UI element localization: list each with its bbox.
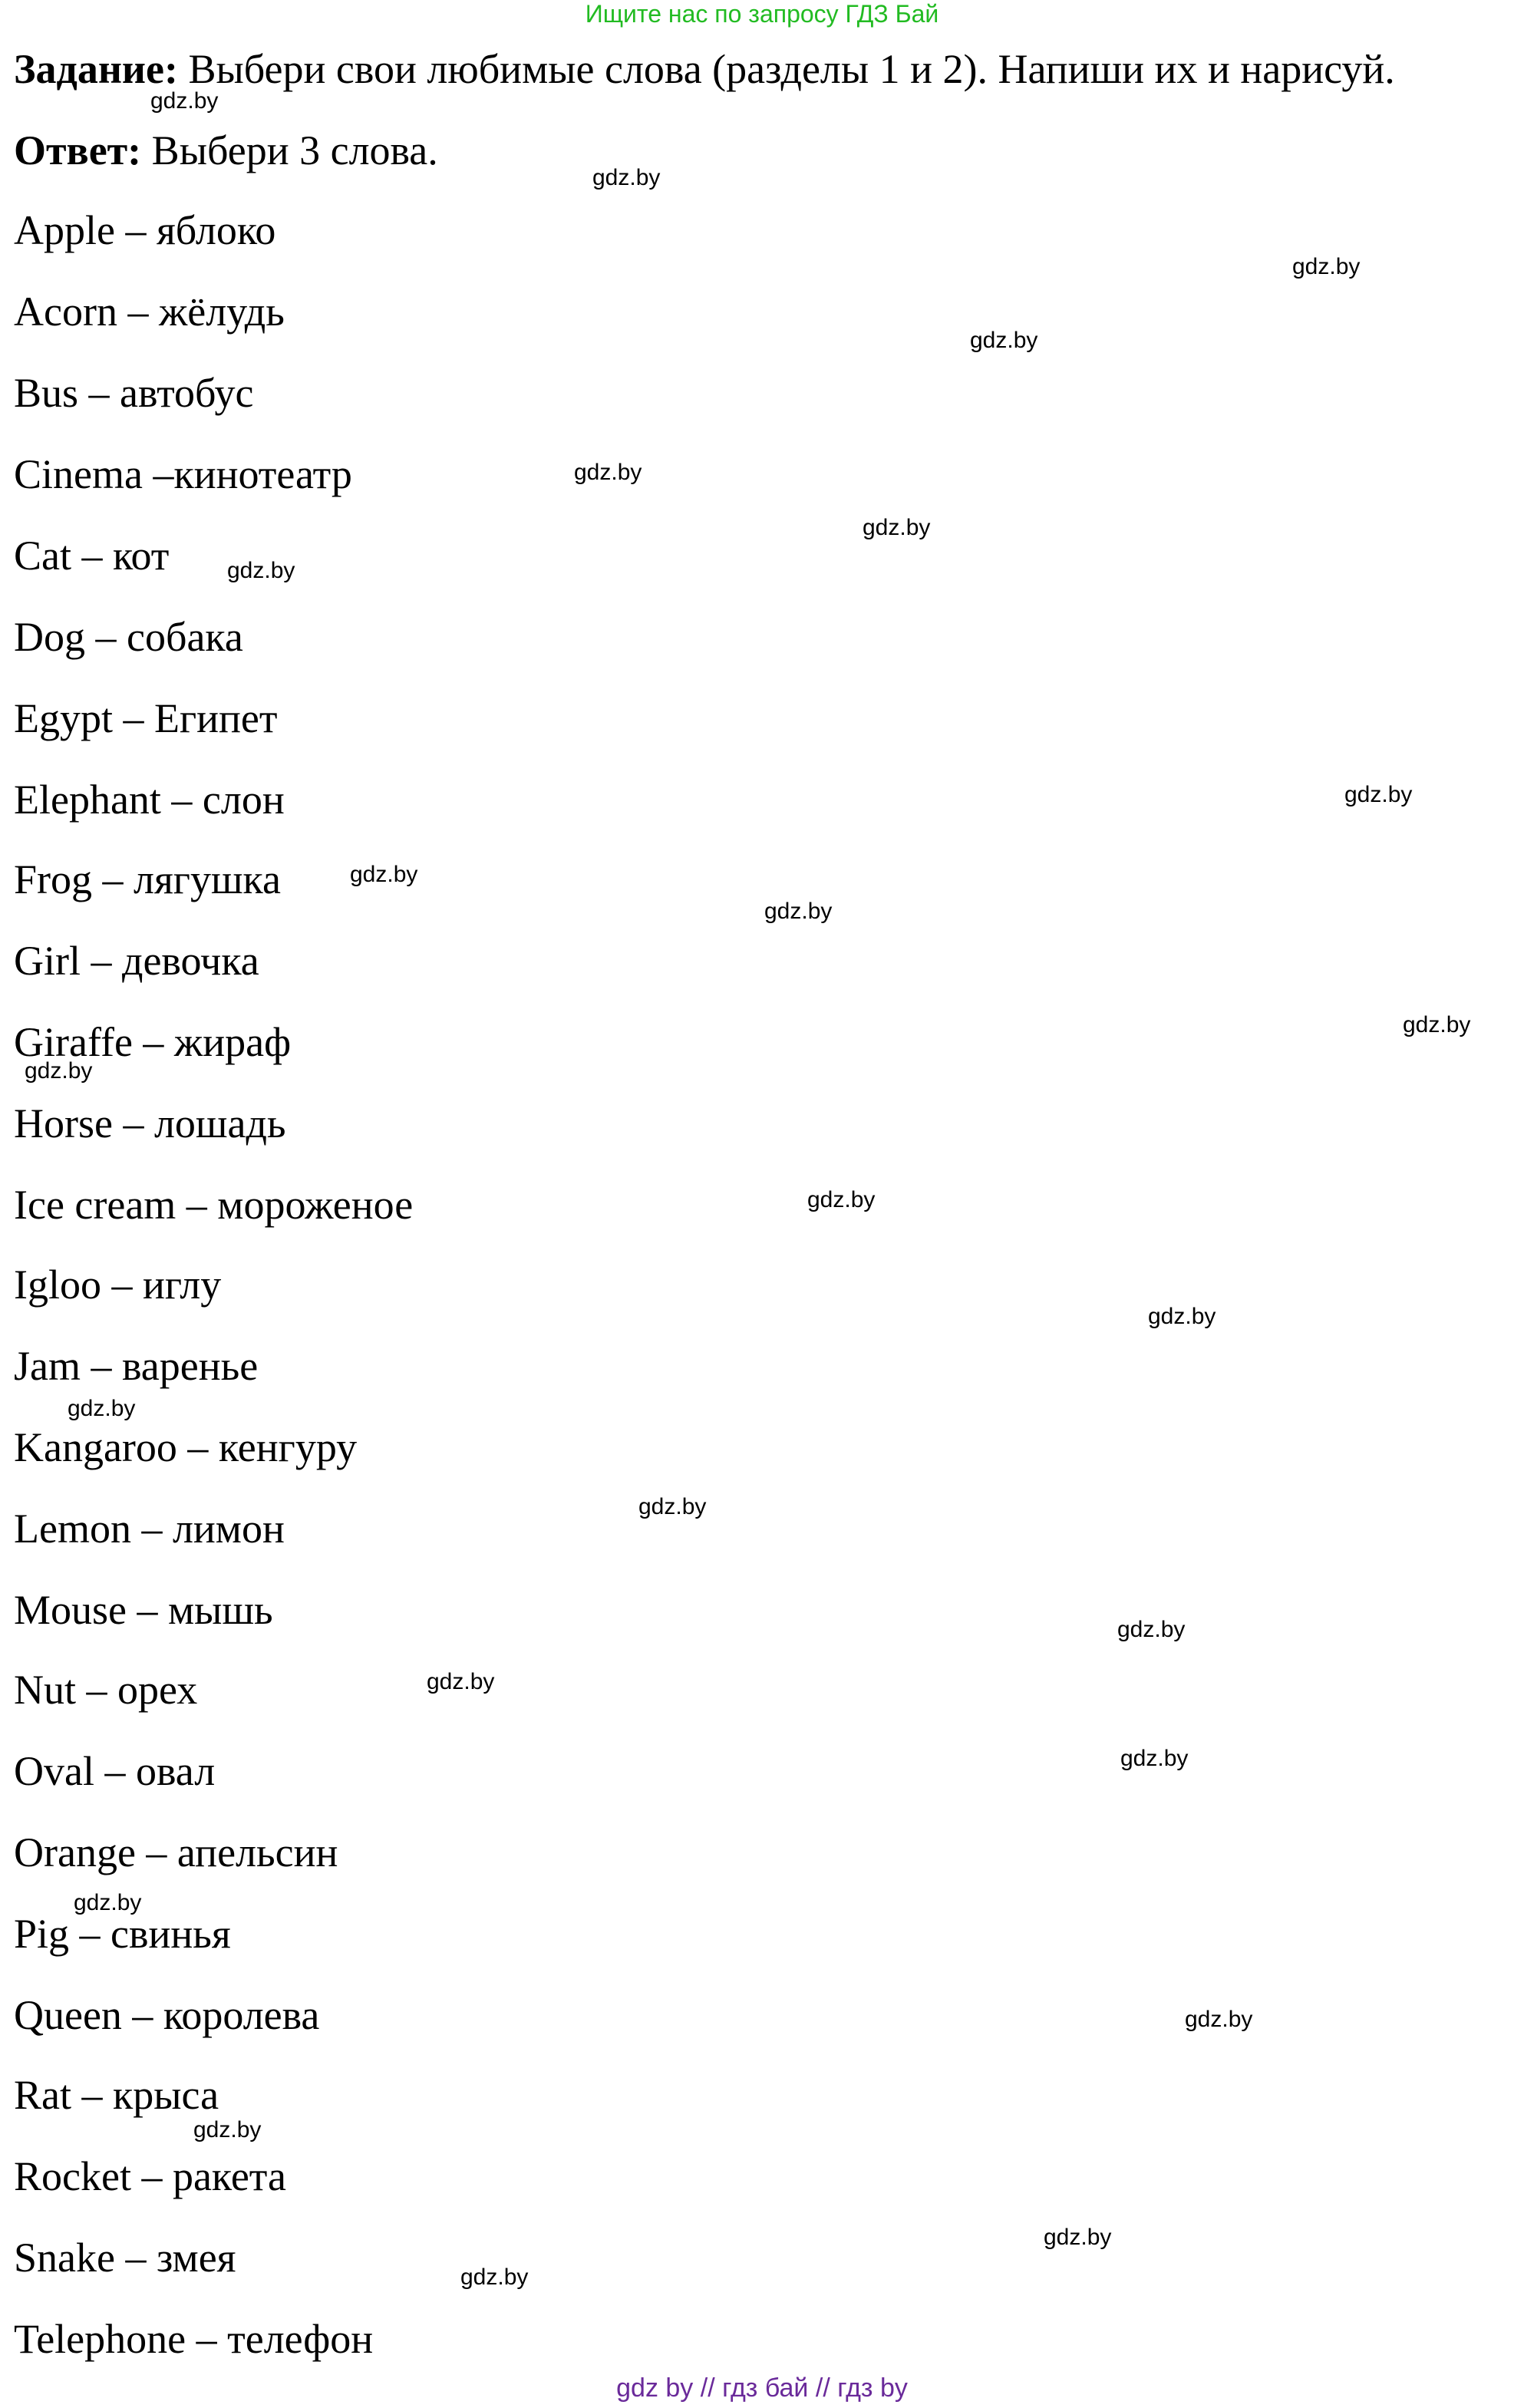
- word-line: Rocket – ракета: [14, 2153, 287, 2199]
- word-line: Girl – девочка: [14, 938, 259, 984]
- watermark: gdz.by: [150, 88, 219, 114]
- word-line: Dog – собака: [14, 614, 243, 660]
- word-line: Apple – яблоко: [14, 207, 276, 253]
- word-line: Orange – апельсин: [14, 1829, 338, 1875]
- watermark: gdz.by: [1292, 254, 1361, 279]
- word-line: Bus – автобус: [14, 370, 254, 416]
- top-banner[interactable]: Ищите нас по запросу ГДЗ Бай: [585, 0, 939, 28]
- word-line: Telephone – телефон: [14, 2316, 374, 2362]
- footer[interactable]: gdz by // гдз бай // гдз by: [616, 2373, 908, 2403]
- watermark: gdz.by: [193, 2117, 262, 2142]
- watermark: gdz.by: [592, 165, 661, 190]
- watermark: gdz.by: [1344, 782, 1413, 807]
- word-line: Ice cream – мороженое: [14, 1182, 414, 1228]
- word-line: Acorn – жёлудь: [14, 289, 285, 335]
- word-line: Queen – королева: [14, 1992, 320, 2038]
- answer-label: Ответ:: [14, 127, 142, 173]
- watermark: gdz.by: [863, 515, 931, 540]
- watermark: gdz.by: [68, 1396, 136, 1421]
- watermark: gdz.by: [1148, 1304, 1216, 1329]
- watermark: gdz.by: [350, 862, 418, 887]
- word-line: Oval – овал: [14, 1748, 216, 1794]
- word-line: Elephant – слон: [14, 777, 285, 823]
- answer-line: [14, 126, 438, 175]
- watermark: gdz.by: [970, 328, 1038, 353]
- word-line: Rat – крыса: [14, 2072, 219, 2118]
- watermark: gdz.by: [74, 1890, 142, 1915]
- task-label: Задание:: [14, 46, 178, 92]
- word-line: Horse – лошадь: [14, 1100, 286, 1146]
- watermark: gdz.by: [807, 1187, 876, 1212]
- watermark: gdz.by: [574, 460, 642, 485]
- word-line: Lemon – лимон: [14, 1506, 285, 1552]
- watermark: gdz.by: [25, 1058, 93, 1084]
- task-line: [14, 45, 1395, 94]
- word-line: Pig – свинья: [14, 1911, 231, 1957]
- word-line: Nut – орех: [14, 1667, 198, 1713]
- watermark: gdz.by: [764, 899, 833, 924]
- word-line: Egypt – Египет: [14, 695, 278, 741]
- word-line: Cinema –кинотеатр: [14, 451, 352, 497]
- watermark: gdz.by: [1120, 1746, 1189, 1771]
- watermark: gdz.by: [1117, 1617, 1186, 1642]
- watermark: gdz.by: [638, 1494, 707, 1519]
- word-line: Jam – варенье: [14, 1343, 259, 1389]
- word-line: Snake – змея: [14, 2235, 236, 2281]
- word-line: Kangaroo – кенгуру: [14, 1424, 358, 1470]
- watermark: gdz.by: [227, 558, 295, 583]
- word-line: Frog – лягушка: [14, 856, 281, 902]
- word-line: Mouse – мышь: [14, 1587, 273, 1633]
- watermark: gdz.by: [1403, 1012, 1471, 1037]
- word-line: Igloo – иглу: [14, 1262, 222, 1308]
- watermark: gdz.by: [427, 1669, 495, 1694]
- watermark: gdz.by: [1185, 2007, 1253, 2032]
- word-line: Giraffe – жираф: [14, 1019, 292, 1065]
- word-line: Cat – кот: [14, 533, 170, 579]
- watermark: gdz.by: [1044, 2225, 1112, 2250]
- watermark: gdz.by: [460, 2265, 529, 2290]
- answer-text: Выбери 3 слова.: [141, 127, 438, 173]
- task-text: Выбери свои любимые слова (разделы 1 и 2). Напиши их и нарисуй.: [178, 46, 1395, 92]
